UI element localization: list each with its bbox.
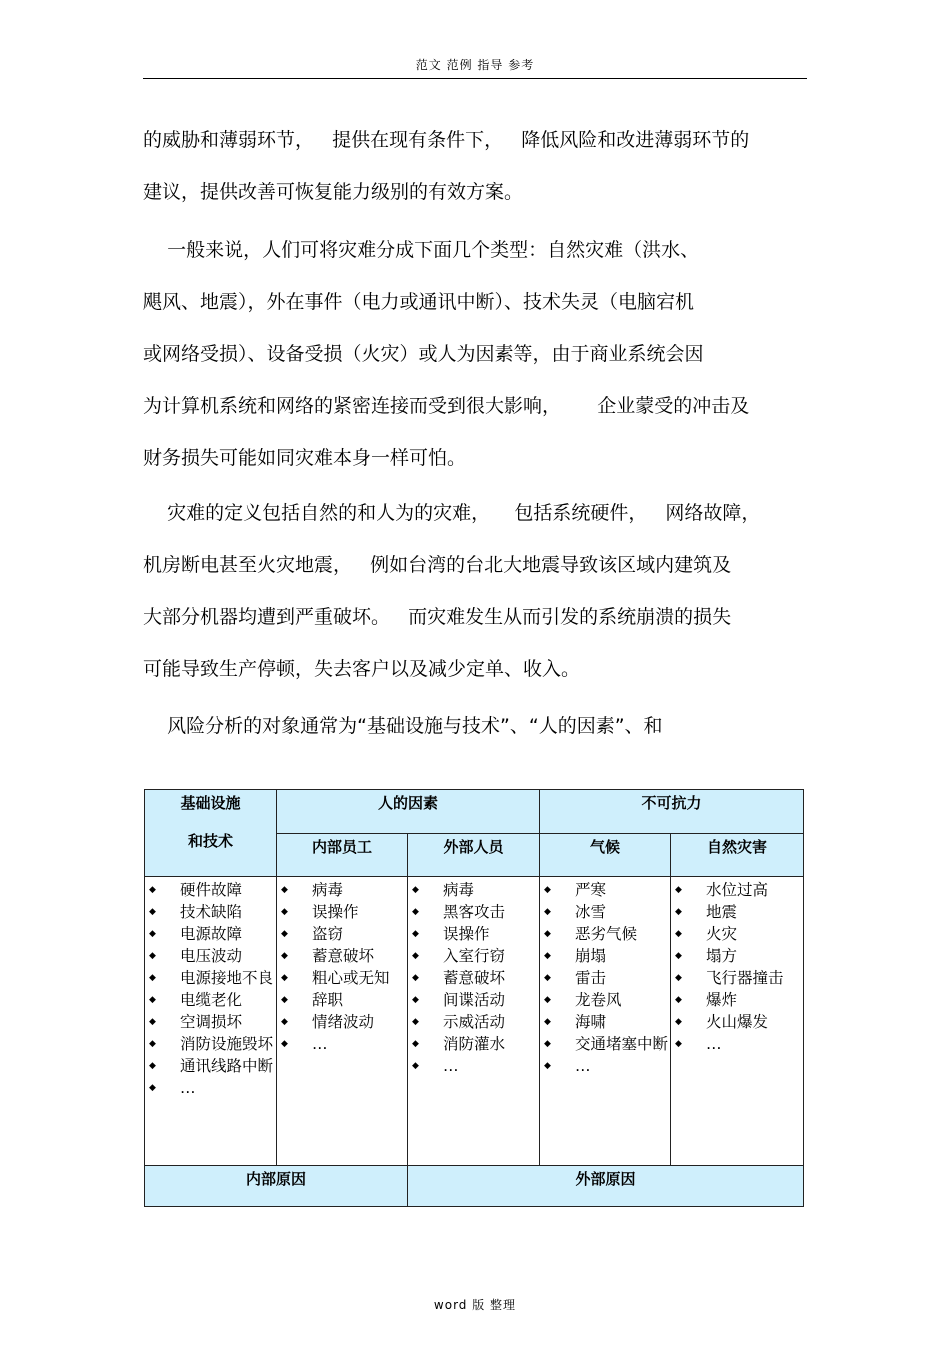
list-item xyxy=(671,1011,803,1033)
text-line: 飓风、地震），外在事件（电力或通讯中断）、技术失灵（电脑宕机 xyxy=(143,291,695,313)
paragraph-3 xyxy=(143,499,807,707)
text-line: 或网络受损）、设备受损（火灾）或人为因素等，由于商业系统会因 xyxy=(143,343,704,365)
list-item-text: 火灾 xyxy=(706,925,738,943)
bullet-icon: ◆ xyxy=(675,907,682,917)
list-item-text: 病毒 xyxy=(443,881,475,899)
header-infrastructure-line2: 和技术 xyxy=(187,832,233,850)
list-item xyxy=(671,945,803,967)
page-footer: word 版 整理 xyxy=(433,1298,517,1312)
bullet-icon: ◆ xyxy=(544,1017,551,1027)
text-line: 机房断电甚至火灾地震， 例如台湾的台北大地震导致该区域内建筑及 xyxy=(143,554,732,576)
bullet-icon: ◆ xyxy=(544,1061,551,1071)
text-line: 风险分析的对象通常为“基础设施与技术”、“人的因素”、和 xyxy=(143,715,663,737)
list-item xyxy=(145,879,276,901)
list-item xyxy=(540,989,670,1011)
list-item xyxy=(408,989,539,1011)
list-item xyxy=(671,989,803,1011)
bullet-icon: ◆ xyxy=(281,995,288,1005)
list-item-text: 蓄意破坏 xyxy=(443,969,506,987)
bullet-icon: ◆ xyxy=(412,973,419,983)
bullet-icon: ◆ xyxy=(675,973,682,983)
list-item-text: 黑客攻击 xyxy=(443,903,506,921)
list-item-text: 爆炸 xyxy=(706,991,738,1009)
list-item-text: … xyxy=(443,1057,459,1075)
text-line: 建议，提供改善可恢复能力级别的有效方案。 xyxy=(143,181,524,203)
bullet-icon: ◆ xyxy=(544,907,551,917)
bullet-icon: ◆ xyxy=(412,885,419,895)
column-climate-items xyxy=(540,877,671,1166)
item-list xyxy=(277,877,407,1055)
bullet-icon: ◆ xyxy=(544,1039,551,1049)
header-infrastructure xyxy=(145,790,277,877)
list-item xyxy=(408,1033,539,1055)
footer-external-label: 外部原因 xyxy=(575,1170,636,1188)
list-item-text: 蓄意破坏 xyxy=(312,947,375,965)
list-item xyxy=(671,967,803,989)
list-item xyxy=(145,1077,276,1099)
bullet-icon: ◆ xyxy=(149,907,156,917)
bullet-icon: ◆ xyxy=(281,951,288,961)
list-item-text: 误操作 xyxy=(312,903,359,921)
bullet-icon: ◆ xyxy=(675,929,682,939)
text-line: 的威胁和薄弱环节， 提供在现有条件下， 降低风险和改进薄弱环节的 xyxy=(143,129,750,151)
subheader-climate xyxy=(540,833,671,877)
bullet-icon: ◆ xyxy=(675,885,682,895)
column-infrastructure-items xyxy=(145,877,277,1166)
bullet-icon: ◆ xyxy=(281,885,288,895)
column-external-personnel-items xyxy=(408,877,540,1166)
list-item xyxy=(408,1055,539,1077)
footer-internal-label: 内部原因 xyxy=(245,1170,306,1188)
list-item xyxy=(408,1011,539,1033)
subheader-label: 自然灾害 xyxy=(707,837,768,856)
bullet-icon: ◆ xyxy=(675,1039,682,1049)
subheader-external-personnel xyxy=(408,833,540,877)
item-list xyxy=(145,877,276,1099)
list-item-text: 消防设施毁坏 xyxy=(180,1035,274,1053)
list-item-text: 龙卷风 xyxy=(575,991,622,1009)
list-item-text: 冰雪 xyxy=(575,903,607,921)
list-item xyxy=(540,879,670,901)
bullet-icon: ◆ xyxy=(281,907,288,917)
list-item-text: 地震 xyxy=(706,903,738,921)
list-item-text: 交通堵塞中断 xyxy=(575,1035,669,1053)
list-item xyxy=(540,923,670,945)
text-line: 财务损失可能如同灾难本身一样可怕。 xyxy=(143,447,467,469)
bullet-icon: ◆ xyxy=(149,1083,156,1093)
list-item xyxy=(540,1033,670,1055)
header-force-majeure xyxy=(540,790,804,834)
list-item xyxy=(540,1011,670,1033)
bullet-icon: ◆ xyxy=(544,885,551,895)
list-item xyxy=(408,879,539,901)
bullet-icon: ◆ xyxy=(149,951,156,961)
list-item xyxy=(408,967,539,989)
bullet-icon: ◆ xyxy=(412,907,419,917)
list-item-text: 情绪波动 xyxy=(312,1013,375,1031)
list-item-text: 示威活动 xyxy=(443,1013,506,1031)
risk-table xyxy=(144,789,804,1207)
list-item-text: 病毒 xyxy=(312,881,344,899)
list-item xyxy=(540,945,670,967)
bullet-icon: ◆ xyxy=(281,1017,288,1027)
list-item-text: 水位过高 xyxy=(706,881,769,899)
list-item-text: 硬件故障 xyxy=(180,881,243,899)
list-item xyxy=(540,901,670,923)
paragraph-2 xyxy=(143,236,807,496)
list-item xyxy=(145,1033,276,1055)
bullet-icon: ◆ xyxy=(149,885,156,895)
bullet-icon: ◆ xyxy=(149,1061,156,1071)
bullet-icon: ◆ xyxy=(412,929,419,939)
list-item xyxy=(408,923,539,945)
list-item xyxy=(277,923,407,945)
list-item xyxy=(145,1055,276,1077)
list-item xyxy=(277,989,407,1011)
paragraph-4 xyxy=(143,712,807,764)
bullet-icon: ◆ xyxy=(412,995,419,1005)
text-line: 大部分机器均遭到严重破坏。 而灾难发生从而引发的系统崩溃的损失 xyxy=(143,606,732,628)
list-item-text: 雷击 xyxy=(575,969,607,987)
list-item xyxy=(408,945,539,967)
bullet-icon: ◆ xyxy=(412,1039,419,1049)
list-item xyxy=(277,1011,407,1033)
list-item-text: 消防灌水 xyxy=(443,1035,506,1053)
item-list xyxy=(671,877,803,1055)
list-item xyxy=(277,967,407,989)
list-item xyxy=(277,879,407,901)
bullet-icon: ◆ xyxy=(149,995,156,1005)
list-item-text: … xyxy=(312,1035,328,1053)
bullet-icon: ◆ xyxy=(412,1061,419,1071)
list-item-text: 技术缺陷 xyxy=(180,903,243,921)
column-natural-disaster-items xyxy=(671,877,804,1166)
column-internal-staff-items xyxy=(277,877,408,1166)
text-line: 一般来说，人们可将灾难分成下面几个类型：自然灾难（洪水、 xyxy=(143,239,700,261)
list-item-text: 入室行窃 xyxy=(443,947,506,965)
list-item xyxy=(145,1011,276,1033)
bullet-icon: ◆ xyxy=(281,973,288,983)
list-item-text: … xyxy=(180,1079,196,1097)
header-force-majeure-label: 不可抗力 xyxy=(641,794,702,812)
list-item-text: 塌方 xyxy=(706,947,738,965)
bullet-icon: ◆ xyxy=(544,973,551,983)
list-item-text: 误操作 xyxy=(443,925,490,943)
list-item xyxy=(408,901,539,923)
bullet-icon: ◆ xyxy=(544,951,551,961)
list-item-text: 恶劣气候 xyxy=(575,925,638,943)
bullet-icon: ◆ xyxy=(412,951,419,961)
list-item-text: 盗窃 xyxy=(312,925,344,943)
footer-internal-causes xyxy=(145,1166,408,1207)
list-item-text: 空调损坏 xyxy=(180,1013,243,1031)
list-item xyxy=(277,1033,407,1055)
text-line: 灾难的定义包括自然的和人为的灾难， 包括系统硬件， 网络故障， xyxy=(143,502,761,524)
bullet-icon: ◆ xyxy=(412,1017,419,1027)
footer-external-causes xyxy=(408,1166,804,1207)
list-item xyxy=(671,923,803,945)
item-list xyxy=(540,877,670,1077)
header-infrastructure-line1: 基础设施 xyxy=(180,794,241,812)
list-item-text: 电源接地不良 xyxy=(180,969,274,987)
list-item-text: 电源故障 xyxy=(180,925,243,943)
text-line: 为计算机系统和网络的紧密连接而受到很大影响， 企业蒙受的冲击及 xyxy=(143,395,750,417)
list-item xyxy=(277,945,407,967)
list-item xyxy=(145,989,276,1011)
list-item xyxy=(671,1033,803,1055)
list-item xyxy=(540,967,670,989)
bullet-icon: ◆ xyxy=(281,1039,288,1049)
list-item xyxy=(145,923,276,945)
list-item xyxy=(277,901,407,923)
bullet-icon: ◆ xyxy=(281,929,288,939)
list-item-text: … xyxy=(706,1035,722,1053)
list-item-text: 海啸 xyxy=(575,1013,607,1031)
list-item-text: 通讯线路中断 xyxy=(180,1057,274,1075)
list-item xyxy=(145,967,276,989)
item-list xyxy=(408,877,539,1077)
list-item-text: 电压波动 xyxy=(180,947,243,965)
bullet-icon: ◆ xyxy=(544,995,551,1005)
list-item-text: … xyxy=(575,1057,591,1075)
subheader-label: 外部人员 xyxy=(443,837,504,856)
list-item-text: 飞行器撞击 xyxy=(706,969,784,987)
paragraph-1 xyxy=(143,126,807,230)
list-item xyxy=(540,1055,670,1077)
list-item-text: 间谍活动 xyxy=(443,991,506,1009)
list-item-text: 火山爆发 xyxy=(706,1013,769,1031)
list-item-text: 崩塌 xyxy=(575,947,607,965)
header-human-factors xyxy=(277,790,540,834)
list-item-text: 辞职 xyxy=(312,991,344,1009)
bullet-icon: ◆ xyxy=(149,1017,156,1027)
bullet-icon: ◆ xyxy=(149,973,156,983)
subheader-label: 内部员工 xyxy=(311,837,372,856)
subheader-natural-disaster xyxy=(671,833,804,877)
list-item xyxy=(671,879,803,901)
bullet-icon: ◆ xyxy=(675,951,682,961)
subheader-label: 气候 xyxy=(590,837,621,856)
bullet-icon: ◆ xyxy=(675,995,682,1005)
bullet-icon: ◆ xyxy=(544,929,551,939)
list-item-text: 电缆老化 xyxy=(180,991,243,1009)
bullet-icon: ◆ xyxy=(675,1017,682,1027)
list-item xyxy=(671,901,803,923)
subheader-internal-staff xyxy=(277,833,408,877)
text-line: 可能导致生产停顿，失去客户以及减少定单、收入。 xyxy=(143,658,581,680)
list-item-text: 粗心或无知 xyxy=(312,969,390,987)
list-item xyxy=(145,901,276,923)
list-item-text: 严寒 xyxy=(575,881,607,899)
page-header: 范文 范例 指导 参考 xyxy=(143,56,807,79)
bullet-icon: ◆ xyxy=(149,929,156,939)
header-human-factors-label: 人的因素 xyxy=(378,794,439,812)
bullet-icon: ◆ xyxy=(149,1039,156,1049)
list-item xyxy=(145,945,276,967)
